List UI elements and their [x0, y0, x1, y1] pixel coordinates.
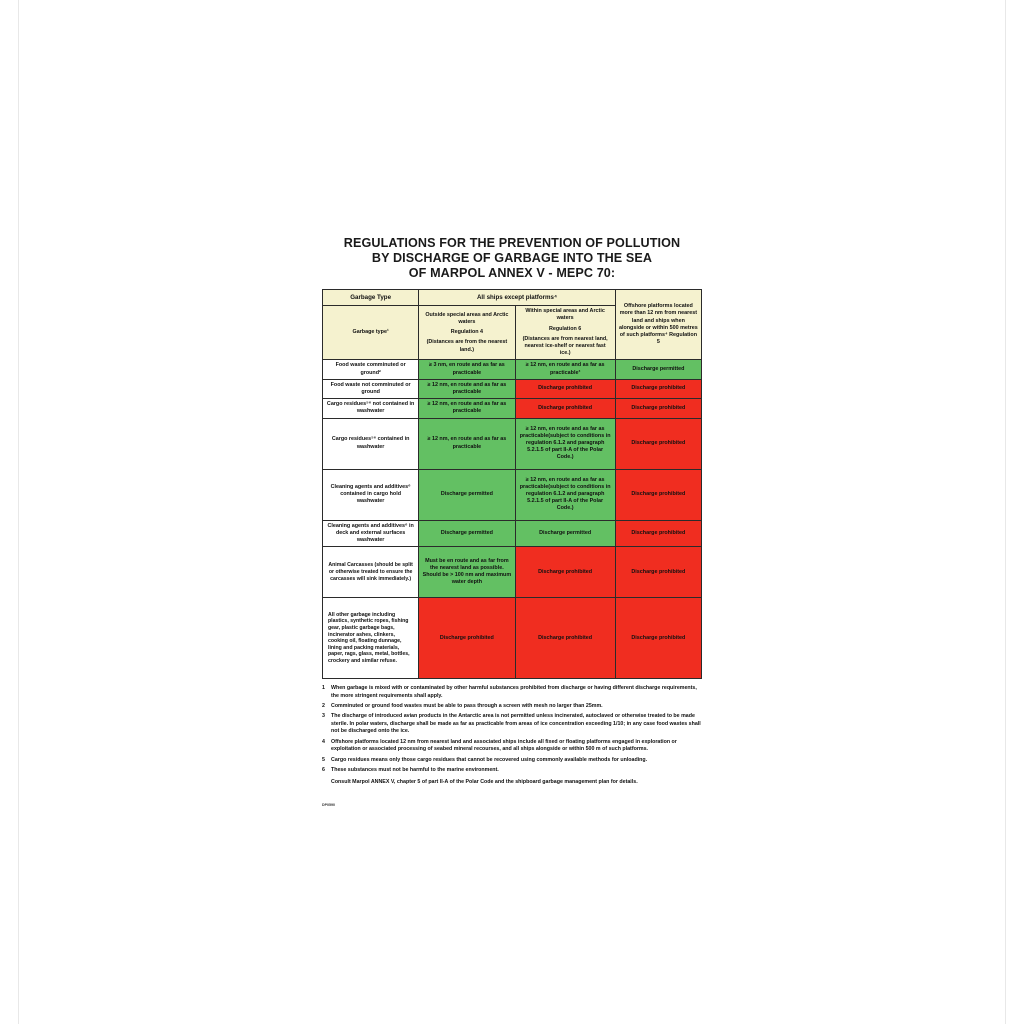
- footnote-number: 6: [322, 766, 325, 773]
- left-margin-rule: [18, 0, 19, 1024]
- cell-outside: Discharge permitted: [419, 469, 515, 520]
- garbage-discharge-table: [322, 289, 702, 679]
- footnote-text: Cargo residues means only those cargo residues that cannot be recovered using commonly available methods for unloading.: [331, 756, 648, 763]
- subheader-within-regulation: Regulation 6: [548, 325, 582, 332]
- footnote: [322, 685, 702, 700]
- row-label: Cargo residues⁵⁶ contained in washwater: [323, 418, 419, 469]
- page-title: [322, 236, 702, 281]
- subheader-within-note: (Distances are from nearest land, nearest ice-shelf or nearest fast ice.): [522, 335, 608, 357]
- row-label: Cleaning agents and additives⁶ in deck and external surfaces washwater: [323, 520, 419, 547]
- product-code: DP0590: [322, 802, 335, 807]
- title-line-3: OF MARPOL ANNEX V - MEPC 70:: [408, 266, 616, 280]
- subheader-outside-note: (Distances are from the nearest land.): [426, 339, 508, 353]
- cell-within: ≥ 12 nm, en route and as far as practicable³: [515, 360, 615, 379]
- header-garbage-type: Garbage Type: [323, 290, 419, 306]
- right-margin-rule: [1005, 0, 1006, 1024]
- footnotes: [322, 685, 702, 806]
- footnote-number: 2: [322, 703, 325, 710]
- subheader-garbage-type: Garbage type¹: [323, 306, 419, 360]
- cell-outside: Must be en route and as far from the nearest land as possible. Should be > 100 nm and maximum water depth: [419, 547, 515, 598]
- title-line-2: BY DISCHARGE OF GARBAGE INTO THE SEA: [371, 251, 653, 265]
- table-header-row: [323, 290, 702, 306]
- table-row: [323, 520, 702, 547]
- table-row: [323, 379, 702, 398]
- subheader-outside-special-areas: [419, 306, 515, 360]
- footnote-number: 5: [322, 756, 325, 763]
- footnote-text: These substances must not be harmful to the marine environment.: [331, 766, 499, 773]
- subheader-outside-title: Outside special areas and Arctic waters: [425, 311, 509, 325]
- cell-within: ≥ 12 nm, en route and as far as practicable(subject to conditions in regulation 6.1.2 and paragraph 5.2.1.5 of part II-A of the Polar Code.): [515, 418, 615, 469]
- cell-outside: Discharge prohibited: [419, 598, 515, 679]
- footnote: [322, 713, 702, 735]
- cell-offshore: Discharge prohibited: [615, 520, 701, 547]
- cell-offshore: Discharge prohibited: [615, 399, 701, 418]
- table-row: [323, 598, 702, 679]
- footnote: [322, 739, 702, 754]
- cell-within: Discharge prohibited: [515, 399, 615, 418]
- title-line-1: REGULATIONS FOR THE PREVENTION OF POLLUTION: [343, 236, 681, 250]
- cell-offshore: Discharge permitted: [615, 360, 701, 379]
- consult-note: Consult Marpol ANNEX V, chapter 5 of part II-A of the Polar Code and the shipboard garbage management plan for details.: [331, 779, 638, 786]
- cell-within: Discharge prohibited: [515, 379, 615, 398]
- row-label: Cleaning agents and additives⁶ contained in cargo hold washwater: [323, 469, 419, 520]
- table-row: [323, 360, 702, 379]
- cell-offshore: Discharge prohibited: [615, 418, 701, 469]
- footnote-text: The discharge of introduced avian products in the Antarctic area is not permitted unless incinerated, autoclaved or otherwise treated to be made sterile. In polar waters, discharge shall be made as far as practicable from areas of ice concentration exceeding 1/10; in any case food wastes shall not be discharged onto the ice.: [331, 713, 701, 735]
- footnote-text: When garbage is mixed with or contaminated by other harmful substances prohibited from discharge or having different discharge requirements, the more stringent requirements shall apply.: [331, 685, 697, 699]
- header-offshore-text: Offshore platforms located more than 12 nm from nearest land and ships when alongside or within 500 metres of such platforms⁴: [618, 303, 698, 338]
- row-label: Food waste not comminuted or ground: [323, 379, 419, 398]
- row-label: Cargo residues⁵⁶ not contained in washwater: [323, 399, 419, 418]
- row-label: Food waste comminuted or ground²: [323, 360, 419, 379]
- footnote: [322, 757, 702, 764]
- cell-outside: ≥ 12 nm, en route and as far as practicable: [419, 399, 515, 418]
- row-label: All other garbage including plastics, synthetic ropes, fishing gear, plastic garbage bags, incinerator ashes, clinkers, cooking oil, floating dunnage, lining and packing materials, paper, rags, glass, metal, bottles, crockery and similar refuse.: [323, 598, 419, 679]
- footnote: [322, 703, 702, 710]
- header-offshore-platforms: [615, 290, 701, 360]
- table-row: [323, 469, 702, 520]
- cell-offshore: Discharge prohibited: [615, 547, 701, 598]
- row-label: Animal Carcasses (should be split or otherwise treated to ensure the carcasses will sink immediately.): [323, 547, 419, 598]
- subheader-within-title: Within special areas and Arctic waters: [525, 308, 605, 322]
- footnote-number: 3: [322, 713, 325, 720]
- cell-within: ≥ 12 nm, en route and as far as practicable(subject to conditions in regulation 6.1.2 and paragraph 5.2.1.5 of part II-A of the Polar Code.): [515, 469, 615, 520]
- cell-outside: ≥ 12 nm, en route and as far as practicable: [419, 379, 515, 398]
- cell-within: Discharge prohibited: [515, 547, 615, 598]
- table-row: [323, 399, 702, 418]
- marpol-poster: [322, 236, 702, 807]
- table-row: [323, 547, 702, 598]
- cell-outside: ≥ 3 nm, en route and as far as practicable: [419, 360, 515, 379]
- cell-within: Discharge permitted: [515, 520, 615, 547]
- footnote-text: Comminuted or ground food wastes must be able to pass through a screen with mesh no larger than 25mm.: [331, 703, 603, 710]
- subheader-outside-regulation: Regulation 4: [450, 329, 484, 336]
- subheader-within-special-areas: [515, 306, 615, 360]
- header-all-ships: All ships except platforms⁴: [419, 290, 616, 306]
- cell-outside: ≥ 12 nm, en route and as far as practicable: [419, 418, 515, 469]
- cell-within: Discharge prohibited: [515, 598, 615, 679]
- header-offshore-regulation: Regulation 5: [656, 331, 697, 346]
- footnote: [322, 767, 702, 774]
- footnote-number: 1: [322, 685, 325, 692]
- cell-outside: Discharge permitted: [419, 520, 515, 547]
- table-row: [323, 418, 702, 469]
- cell-offshore: Discharge prohibited: [615, 598, 701, 679]
- cell-offshore: Discharge prohibited: [615, 469, 701, 520]
- footnote-text: Offshore platforms located 12 nm from nearest land and associated ships include all fixed or floating platforms engaged in exploration or exploitation or associated processing of seabed mineral recourses, and all ships alongside or within 500 m of such platforms.: [331, 738, 677, 753]
- footnote-number: 4: [322, 738, 325, 745]
- cell-offshore: Discharge prohibited: [615, 379, 701, 398]
